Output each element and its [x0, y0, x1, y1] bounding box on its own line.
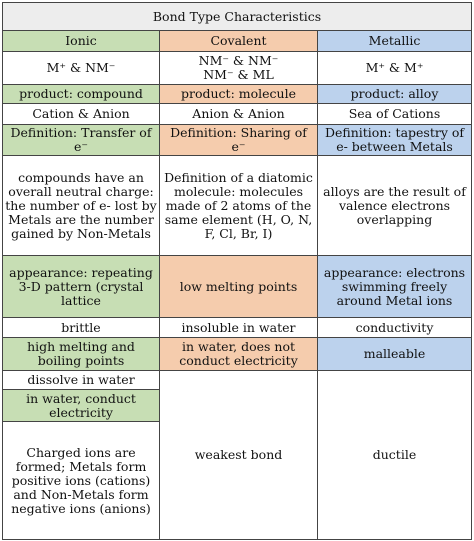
property-covalent-insoluble: insoluble in water — [160, 318, 318, 338]
appearance-row — [3, 256, 472, 318]
property-row-3 — [3, 371, 472, 390]
table-title: Bond Type Characteristics — [3, 3, 472, 31]
formula-covalent-line1: NM⁻ & NM⁻ — [198, 53, 279, 68]
particles-covalent: Anion & Anion — [160, 104, 318, 125]
product-ionic: product: compound — [3, 85, 160, 104]
definition-metallic: Definition: tapestry of e- between Metals — [318, 125, 472, 156]
header-covalent: Covalent — [160, 31, 318, 52]
particles-metallic: Sea of Cations — [318, 104, 472, 125]
formula-metallic: M⁺ & M⁺ — [318, 52, 472, 85]
property-ionic-melting: high melting and boiling points — [3, 338, 160, 371]
property-ionic-brittle: brittle — [3, 318, 160, 338]
description-covalent: Definition of a diatomic molecule: molecules made of 2 atoms of the same element (H, O, N, F, Cl, Br, I) — [160, 156, 318, 256]
description-row — [3, 156, 472, 256]
product-row — [3, 85, 472, 104]
formula-ionic: M⁺ & NM⁻ — [3, 52, 160, 85]
description-ionic: compounds have an overall neutral charge: the number of e- lost by Metals are the number gained by Non-Metals — [3, 156, 160, 256]
property-covalent-weakest: weakest bond — [160, 371, 318, 540]
property-ionic-charged-ions: Charged ions are formed; Metals form positive ions (cations) and Non-Metals form negative ions (anions) — [3, 422, 160, 540]
appearance-ionic: appearance: repeating 3-D pattern (crystal lattice — [3, 256, 160, 318]
title-row — [3, 3, 472, 31]
formula-covalent — [160, 52, 318, 85]
property-ionic-conduct: in water, conduct electricity — [3, 390, 160, 422]
description-metallic: alloys are the result of valence electrons overlapping — [318, 156, 472, 256]
property-row-1 — [3, 318, 472, 338]
definition-covalent: Definition: Sharing of e⁻ — [160, 125, 318, 156]
property-metallic-ductile: ductile — [318, 371, 472, 540]
bond-type-table — [2, 2, 472, 540]
header-row — [3, 31, 472, 52]
property-ionic-dissolve: dissolve in water — [3, 371, 160, 390]
appearance-metallic: appearance: electrons swimming freely around Metal ions — [318, 256, 472, 318]
property-metallic-conductivity: conductivity — [318, 318, 472, 338]
property-covalent-conductivity: in water, does not conduct electricity — [160, 338, 318, 371]
formula-covalent-line2: NM⁻ & ML — [203, 67, 274, 82]
property-metallic-malleable: malleable — [318, 338, 472, 371]
formula-row — [3, 52, 472, 85]
header-ionic: Ionic — [3, 31, 160, 52]
product-metallic: product: alloy — [318, 85, 472, 104]
definition-row — [3, 125, 472, 156]
header-metallic: Metallic — [318, 31, 472, 52]
product-covalent: product: molecule — [160, 85, 318, 104]
particles-ionic: Cation & Anion — [3, 104, 160, 125]
appearance-covalent: low melting points — [160, 256, 318, 318]
particle-row — [3, 104, 472, 125]
definition-ionic: Definition: Transfer of e⁻ — [3, 125, 160, 156]
property-row-2 — [3, 338, 472, 371]
